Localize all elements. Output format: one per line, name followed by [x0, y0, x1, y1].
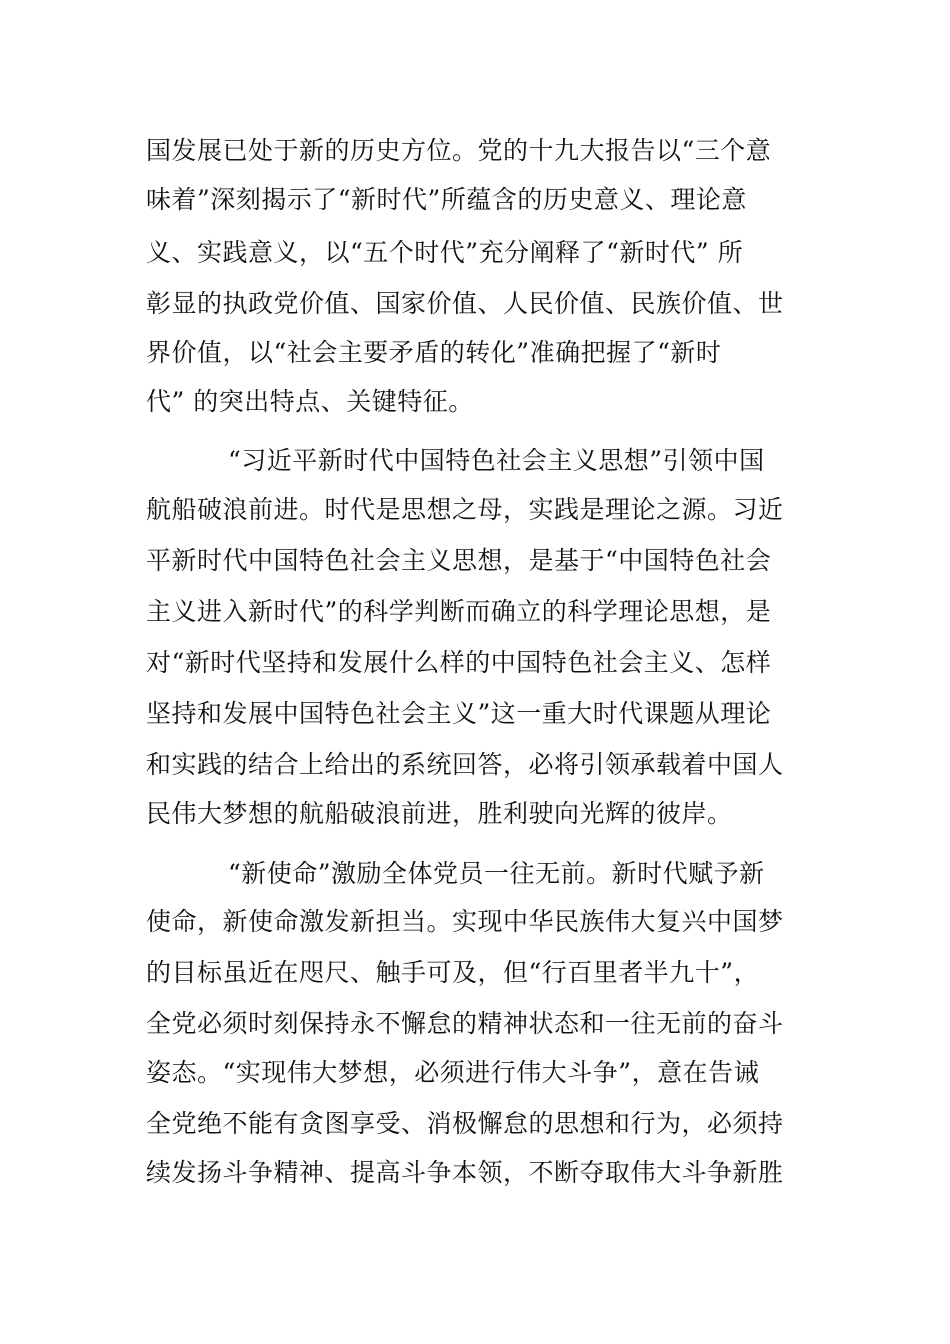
paragraph-line: 和实践的结合上给出的系统回答，必将引领承载着中国人 — [146, 750, 784, 779]
paragraph-line: 对“新时代坚持和发展什么样的中国特色社会主义、怎样 — [146, 648, 772, 677]
paragraph-line: 续发扬斗争精神、提高斗争本领，不断夺取伟大斗争新胜 — [146, 1158, 784, 1187]
paragraph-line: 坚持和发展中国特色社会主义”这一重大时代课题从理论 — [146, 699, 772, 728]
paragraph-line: 代” 的突出特点、关键特征。 — [146, 387, 474, 416]
paragraph-line: 航船破浪前进。时代是思想之母，实践是理论之源。习近 — [146, 495, 784, 524]
paragraph-line: 使命，新使命激发新担当。实现中华民族伟大复兴中国梦 — [146, 907, 784, 936]
paragraph-line: 彰显的执政党价值、国家价值、人民价值、民族价值、世 — [146, 289, 784, 318]
paragraph-line: 全党必须时刻保持永不懈怠的精神状态和一往无前的奋斗 — [146, 1009, 784, 1038]
paragraph-line: 平新时代中国特色社会主义思想，是基于“中国特色社会 — [146, 546, 772, 575]
paragraph-line: 界价值，以“社会主要矛盾的转化”准确把握了“新时 — [146, 338, 722, 367]
paragraph-line: “新使命”激励全体党员一往无前。新时代赋予新 — [228, 859, 765, 888]
paragraph-line: 义、实践意义，以“五个时代”充分阐释了“新时代” 所 — [146, 238, 744, 267]
paragraph-line: 的目标虽近在咫尺、触手可及，但“行百里者半九十”， — [146, 958, 760, 987]
paragraph-line: 全党绝不能有贪图享受、消极懈怠的思想和行为，必须持 — [146, 1109, 784, 1138]
paragraph-line: 味着”深刻揭示了“新时代”所蕴含的历史意义、理论意 — [146, 185, 747, 214]
paragraph-line: 主义进入新时代”的科学判断而确立的科学理论思想，是 — [146, 597, 772, 626]
paragraph-line: “习近平新时代中国特色社会主义思想”引领中国 — [228, 446, 765, 475]
paragraph-line: 民伟大梦想的航船破浪前进，胜利驶向光辉的彼岸。 — [146, 799, 733, 828]
paragraph-line: 姿态。“实现伟大梦想，必须进行伟大斗争”，意在告诫 — [146, 1058, 760, 1087]
paragraph-line: 国发展已处于新的历史方位。党的十九大报告以“三个意 — [146, 136, 772, 165]
